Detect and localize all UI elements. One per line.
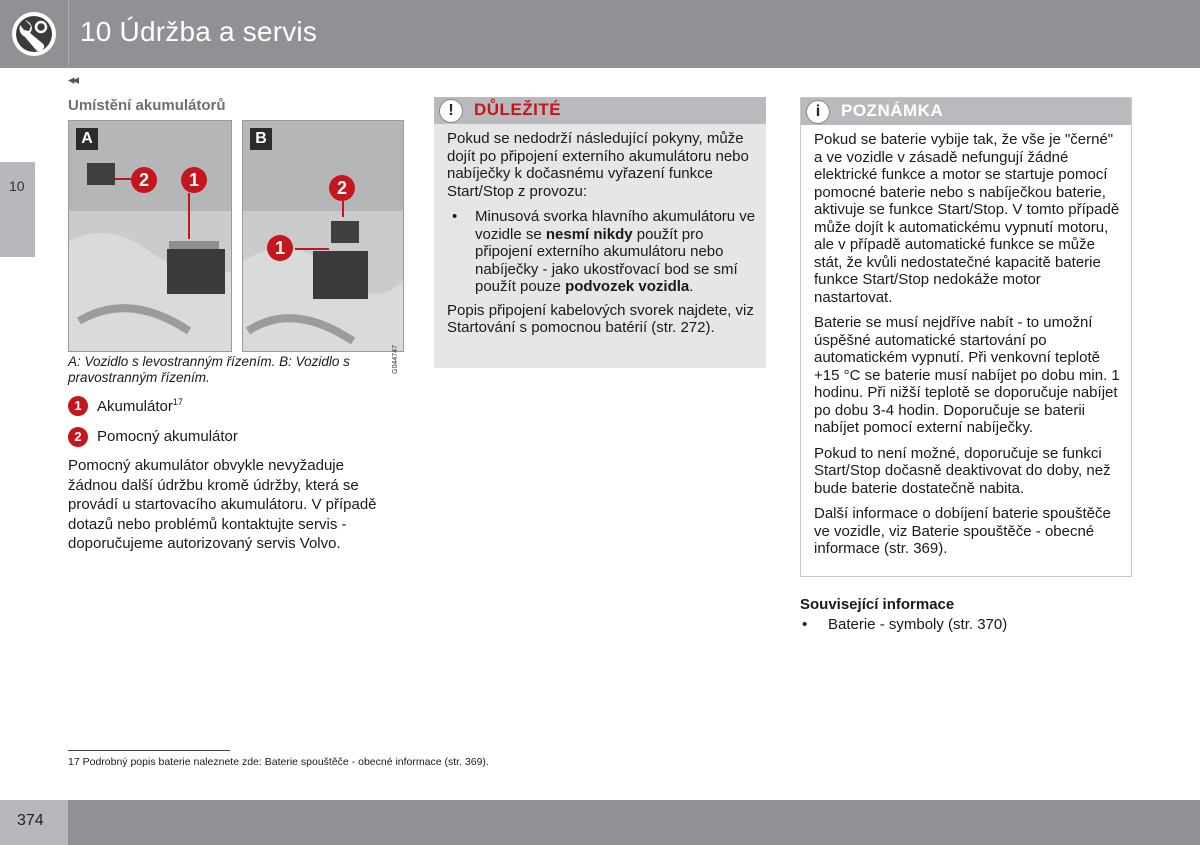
- engine-bay-image-a: [69, 121, 231, 351]
- important-title: DŮLEŽITÉ: [474, 100, 562, 119]
- legend-number: 2: [68, 427, 88, 447]
- note-box: [800, 97, 1132, 577]
- important-bullet: • Minusová svorka hlavního akumulátoru ve vozidle se nesmí nikdy použít pro připojení externího akumulátoru nebo nabíječky - jako ukostřovací bod se smí použít pouze podvozek vozidla.: [447, 208, 756, 296]
- important-intro: Pokud se nedodrží následující pokyny, může dojít po připojení externího akumulátoru nebo nabíječky k dočasnému vyřazení funkce Start/Stop z provozu:: [447, 130, 749, 200]
- footnote-ref: 17: [172, 397, 183, 407]
- important-body: [447, 130, 756, 345]
- note-body: [814, 131, 1121, 566]
- callout-1: 1: [181, 167, 207, 193]
- chapter-tab-number: 10: [9, 178, 25, 194]
- info-icon: i: [806, 100, 830, 124]
- section-title: Umístění akumulátorů: [68, 97, 226, 114]
- note-paragraph: Další informace o dobíjení baterie spouštěče ve vozidle, viz Baterie spouštěče - obecné informace (str. 369).: [814, 505, 1111, 557]
- panel-a-label: A: [76, 128, 98, 150]
- callout-2: 2: [131, 167, 157, 193]
- related-info-link[interactable]: • Baterie - symboly (str. 370): [800, 616, 1007, 633]
- legend-label: Pomocný akumulátor: [97, 428, 238, 445]
- related-info-title: Související informace: [800, 596, 955, 613]
- important-box: [434, 97, 766, 368]
- note-header: [801, 98, 1131, 125]
- note-paragraph: Baterie se musí nejdříve nabít - to umožní úspěšné automatické startování po automatickém vypnutí. Při venkovní teplotě +15 °C se baterie musí nabíjet po dobu min. 1 hodinu. Při nižší teplotě se doporučuje nabíjet po dobu 3-4 hodin. Doporučuje se baterii nabíjet pomocí externí nabíječky.: [814, 314, 1120, 436]
- page-number: 374: [17, 812, 44, 829]
- body-paragraph: Pomocný akumulátor obvykle nevyžaduje žádnou další údržbu kromě údržby, která se provádí u startovacího akumulátoru. V případě dotazů nebo problémů kontaktujte servis - doporučujeme autorizovaný servis Volvo.: [68, 457, 377, 552]
- chapter-icon-box: [0, 0, 69, 68]
- page-number-box: [0, 800, 68, 845]
- callout-2: 2: [329, 175, 355, 201]
- note-title: POZNÁMKA: [841, 101, 944, 120]
- exclamation-icon: !: [439, 99, 463, 123]
- figure-panel-a: [68, 120, 232, 352]
- page-footer: [0, 800, 1200, 845]
- image-code: G044747: [392, 345, 399, 374]
- chapter-title: 10 Údržba a servis: [80, 16, 318, 47]
- chapter-tab: [0, 162, 35, 257]
- important-outro: Popis připojení kabelových svorek najdete, viz Startování s pomocnou batérií (str. 272).: [447, 301, 754, 336]
- continued-arrows: ◂◂: [68, 72, 78, 87]
- legend-number: 1: [68, 396, 88, 416]
- callout-1: 1: [267, 235, 293, 261]
- wrench-gear-icon: [0, 0, 68, 68]
- panel-b-label: B: [250, 128, 272, 150]
- footnote: 17 Podrobný popis baterie naleznete zde: Baterie spouštěče - obecné informace (str. 369).: [68, 756, 489, 768]
- page-header: [0, 0, 1200, 68]
- note-paragraph: Pokud se baterie vybije tak, že vše je "černé" a ve vozidle v zásadě nefungují žádné elektrické funkce a motor se startuje pomocí pomocné baterie nebo s nabíječkou baterie, aktivuje se funkce Start/Stop. V tomto případě může dojít k automatickému vypnutí motoru, ale v případě automatické funkce se může stát, že kvůli nedostatečné kapacitě baterie funkce Start/Stop nedokáže motor nastartovat.: [814, 131, 1120, 306]
- note-paragraph: Pokud to není možné, doporučuje se funkci Start/Stop dočasně deaktivovat do doby, než bude baterie dostatečně nabita.: [814, 444, 1111, 497]
- engine-bay-image-b: [243, 121, 403, 351]
- figure-caption: A: Vozidlo s levostranným řízením. B: Vozidlo s pravostranným řízením.: [68, 354, 350, 385]
- legend-label: Akumulátor: [97, 398, 173, 415]
- footnote-divider: [68, 750, 230, 751]
- important-header: [434, 97, 766, 124]
- figure-panel-b: [242, 120, 404, 374]
